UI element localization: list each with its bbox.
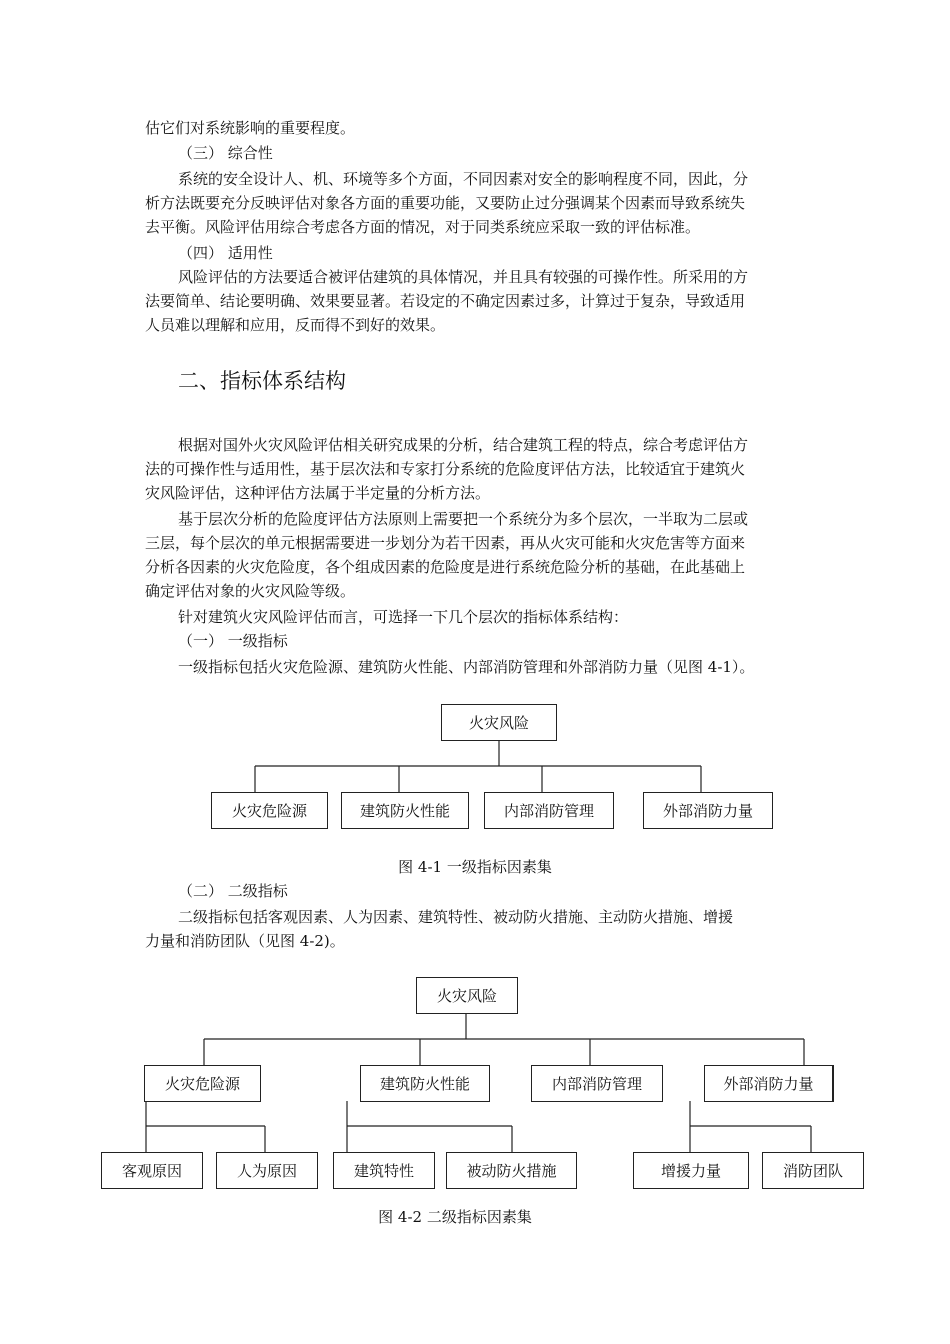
paragraph-line: 一级指标包括火灾危险源、建筑防火性能、内部消防管理和外部消防力量（见图 4-1）。 bbox=[178, 658, 755, 676]
paragraph-line: 三层，每个层次的单元根据需要进一步划分为若干因素，再从火灾可能和火灾危害等方面来 bbox=[145, 534, 746, 552]
paragraph-line: 人员难以理解和应用，反而得不到好的效果。 bbox=[145, 316, 446, 334]
fig2-level2-box: 消防团队 bbox=[762, 1152, 864, 1189]
fig1-child-box: 火灾危险源 bbox=[211, 792, 328, 829]
fig2-level1-box: 外部消防力量 bbox=[704, 1065, 834, 1102]
fig2-level2-box: 增援力量 bbox=[633, 1152, 749, 1189]
paragraph-line: 系统的安全设计人、机、环境等多个方面，不同因素对安全的影响程度不同，因此，分 bbox=[178, 170, 749, 188]
fig2-level1-box: 建筑防火性能 bbox=[360, 1065, 490, 1102]
paragraph-line: 风险评估的方法要适合被评估建筑的具体情况，并且具有较强的可操作性。所采用的方 bbox=[178, 268, 749, 286]
fig1-child-box: 内部消防管理 bbox=[484, 792, 614, 829]
subsection-title-three: （三） 综合性 bbox=[178, 144, 273, 162]
fig2-level1-box: 内部消防管理 bbox=[531, 1065, 663, 1102]
fig1-root-box: 火灾风险 bbox=[441, 704, 557, 741]
paragraph-line: 根据对国外火灾风险评估相关研究成果的分析，结合建筑工程的特点，综合考虑评估方 bbox=[178, 436, 749, 454]
subsection-title-level-one: （一） 一级指标 bbox=[178, 632, 288, 650]
paragraph-line: 去平衡。风险评估用综合考虑各方面的情况，对于同类系统应采取一致的评估标准。 bbox=[145, 218, 701, 236]
fig2-level2-box: 客观原因 bbox=[101, 1152, 203, 1189]
paragraph-line: 灾风险评估，这种评估方法属于半定量的分析方法。 bbox=[145, 484, 491, 502]
paragraph-line: 针对建筑火灾风险评估而言，可选择一下几个层次的指标体系结构： bbox=[178, 608, 629, 626]
figure-4-1-caption: 图 4-1 一级指标因素集 bbox=[398, 858, 552, 876]
paragraph-line: 二级指标包括客观因素、人为因素、建筑特性、被动防火措施、主动防火措施、增援 bbox=[178, 908, 734, 926]
fig2-level1-box: 火灾危险源 bbox=[144, 1065, 261, 1102]
paragraph-line: 析方法既要充分反映评估对象各方面的重要功能，又要防止过分强调某个因素而导致系统失 bbox=[145, 194, 746, 212]
fig2-level2-box: 人为原因 bbox=[216, 1152, 318, 1189]
subsection-title-level-two: （二） 二级指标 bbox=[178, 882, 288, 900]
paragraph-line: 基于层次分析的危险度评估方法原则上需要把一个系统分为多个层次，一半取为二层或 bbox=[178, 510, 749, 528]
paragraph-line: 确定评估对象的火灾风险等级。 bbox=[145, 582, 356, 600]
paragraph-line: 法要简单、结论要明确、效果要显著。若设定的不确定因素过多，计算过于复杂，导致适用 bbox=[145, 292, 746, 310]
fig2-root-box: 火灾风险 bbox=[416, 977, 518, 1014]
intro-line: 估它们对系统影响的重要程度。 bbox=[145, 119, 356, 137]
section-heading: 二、指标体系结构 bbox=[178, 369, 346, 393]
fig2-level2-box: 被动防火措施 bbox=[446, 1152, 577, 1189]
paragraph-line: 法的可操作性与适用性，基于层次法和专家打分系统的危险度评估方法，比较适宜于建筑火 bbox=[145, 460, 746, 478]
paragraph-line: 力量和消防团队（见图 4-2)。 bbox=[145, 932, 345, 950]
paragraph-line: 分析各因素的火灾危险度，各个组成因素的危险度是进行系统危险分析的基础，在此基础上 bbox=[145, 558, 746, 576]
fig1-child-box: 建筑防火性能 bbox=[341, 792, 469, 829]
subsection-title-four: （四） 适用性 bbox=[178, 244, 273, 262]
fig1-child-box: 外部消防力量 bbox=[643, 792, 773, 829]
fig2-level2-box: 建筑特性 bbox=[333, 1152, 435, 1189]
figure-4-2-caption: 图 4-2 二级指标因素集 bbox=[378, 1208, 532, 1226]
